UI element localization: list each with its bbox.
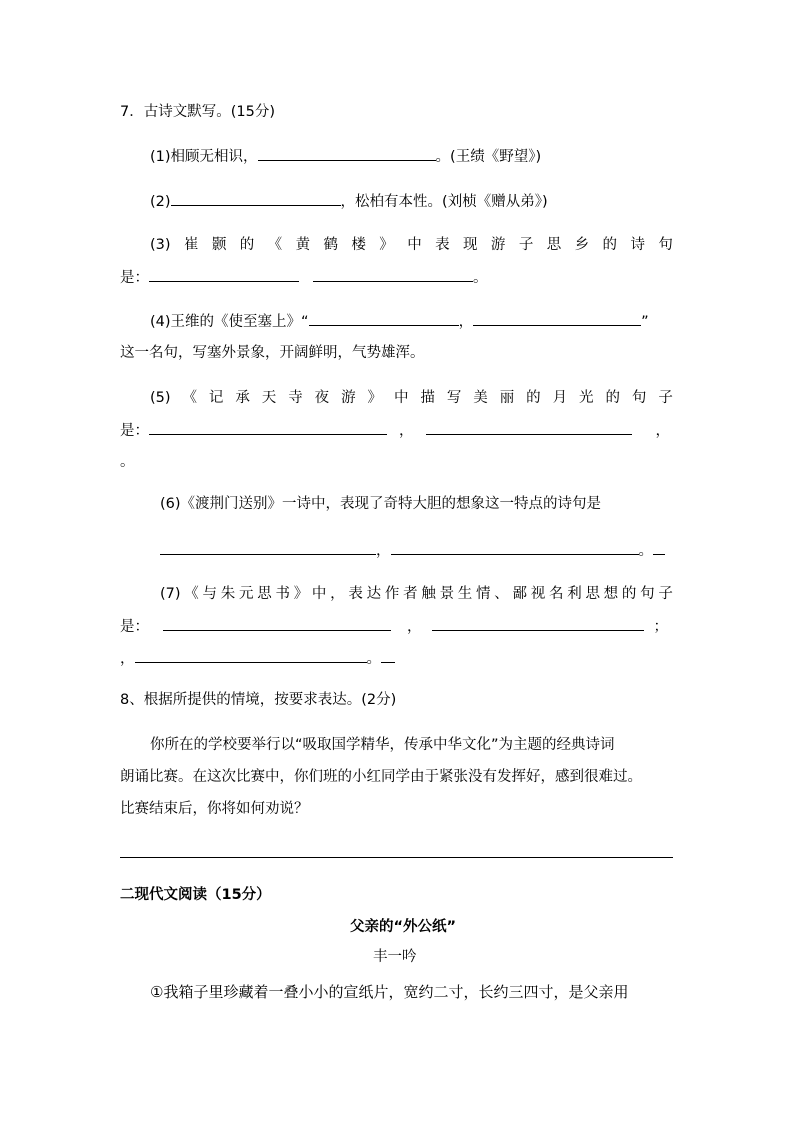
justified-char: 作 xyxy=(384,586,400,602)
justified-char: 鄙 xyxy=(512,586,527,602)
justified-char: 句 xyxy=(640,586,655,602)
article-title: 父亲的“外公纸” xyxy=(350,919,457,935)
q7-item-3-line2 xyxy=(120,267,488,288)
q7-item-7-line1 xyxy=(160,584,673,604)
q7-item-7-text-d: ， xyxy=(120,651,135,667)
justified-char: (5) xyxy=(150,390,171,406)
justified-char: 光 xyxy=(579,390,594,406)
q7-item-7-text-b: ， xyxy=(407,619,422,635)
blank-tail xyxy=(653,540,665,555)
justified-char: 《 xyxy=(184,586,199,602)
justified-char: 思 xyxy=(257,586,272,602)
justified-char: 与 xyxy=(202,586,218,602)
q7-item-1-text-b: 。(王绩《野望》) xyxy=(435,149,542,165)
justified-char: (3) xyxy=(150,237,171,253)
justified-char: 现 xyxy=(463,237,478,253)
q7-item-4-text-c: ” xyxy=(641,314,649,330)
q7-item-2-text-b: ，松柏有本性。(刘桢《赠从弟》) xyxy=(340,194,548,210)
justified-char: 景 xyxy=(439,586,455,602)
answer-blank-5a[interactable] xyxy=(149,420,387,435)
justified-char: 写 xyxy=(446,390,462,406)
q8-paragraph-line3: 比赛结束后，你将如何劝说？ xyxy=(120,801,309,817)
justified-char: 想 xyxy=(603,586,619,602)
justified-char: 乡 xyxy=(574,237,590,253)
justified-char: 记 xyxy=(208,390,224,406)
q7-item-7-text-e: 。 xyxy=(366,651,381,667)
q7-header: 7．古诗文默写。(15分) xyxy=(120,104,275,120)
justified-char: 表 xyxy=(348,586,363,602)
justified-char: 子 xyxy=(658,390,673,406)
justified-char: 句 xyxy=(658,237,673,253)
q7-item-5-text-c: ， xyxy=(655,423,670,439)
justified-char: 诗 xyxy=(630,237,645,253)
justified-char: 思 xyxy=(546,237,562,253)
justified-char: 游 xyxy=(490,237,506,253)
justified-char: 者 xyxy=(403,586,418,602)
justified-char: 的 xyxy=(621,586,637,602)
justified-char: 表 xyxy=(435,237,450,253)
q7-item-6-text-b: ， xyxy=(376,543,391,559)
q7-item-3-text-b: 。 xyxy=(473,270,488,286)
q7-item-3-line1 xyxy=(150,235,673,255)
q7-item-7-text-a: 是： xyxy=(120,619,149,635)
justified-char: 的 xyxy=(602,237,618,253)
q7-item-5-line3: 。 xyxy=(120,454,135,470)
justified-char: 描 xyxy=(420,390,435,406)
answer-blank-7c[interactable] xyxy=(135,648,367,663)
q7-item-2 xyxy=(150,191,548,212)
justified-char: 视 xyxy=(530,586,546,602)
answer-blank-7a[interactable] xyxy=(163,616,391,631)
justified-char: 、 xyxy=(494,586,509,602)
q8-header: 8、根据所提供的情境，按要求表达。(2分) xyxy=(120,692,397,708)
justified-char: 丽 xyxy=(499,390,515,406)
justified-char: 崔 xyxy=(183,237,199,253)
article-paragraph-1: ①我箱子里珍藏着一叠小小的宣纸片，宽约二寸，长约三四寸，是父亲用 xyxy=(150,983,629,1001)
q7-item-7-line3 xyxy=(120,648,395,669)
q7-item-4-text-b: ， xyxy=(458,314,474,330)
justified-char: 夜 xyxy=(314,390,330,406)
justified-char: 楼 xyxy=(351,237,366,253)
justified-char: 名 xyxy=(548,586,564,602)
justified-char: 达 xyxy=(366,586,382,602)
q7-item-2-text-a: (2) xyxy=(150,194,171,210)
q7-item-5-line2 xyxy=(120,420,670,441)
q7-item-3-text-a: 是： xyxy=(120,270,149,286)
justified-char: 月 xyxy=(552,390,568,406)
justified-char: 句 xyxy=(631,390,647,406)
q7-item-6-text-c: 。 xyxy=(638,543,653,559)
answer-blank-6a[interactable] xyxy=(160,540,376,555)
q8-answer-line[interactable] xyxy=(120,857,673,858)
justified-char: 的 xyxy=(526,390,541,406)
article-author: 丰一吟 xyxy=(373,949,417,965)
justified-char: 承 xyxy=(235,390,250,406)
q7-item-6-line1: (6)《渡荆门送别》一诗中，表现了奇特大胆的想象这一特点的诗句是 xyxy=(160,496,602,512)
q7-item-4-text-a: (4)王维的《使至塞上》“ xyxy=(150,314,309,330)
blank-tail-7 xyxy=(381,648,395,663)
justified-char: 寺 xyxy=(288,390,303,406)
answer-blank-2[interactable] xyxy=(171,191,341,206)
justified-char: 情 xyxy=(476,586,491,602)
justified-char: 朱 xyxy=(220,586,236,602)
justified-char: 《 xyxy=(267,237,283,253)
q8-paragraph-line1: 你所在的学校要举行以“吸取国学精华，传承中华文化”为主题的经典诗词 xyxy=(150,737,615,753)
answer-blank-5b[interactable] xyxy=(426,420,632,435)
answer-blank-7b[interactable] xyxy=(432,616,644,631)
q7-item-5-text-a: 是： xyxy=(120,423,149,439)
q7-item-6-line2 xyxy=(160,540,665,561)
answer-blank-3b[interactable] xyxy=(313,267,473,282)
answer-blank-6b[interactable] xyxy=(391,540,639,555)
answer-blank-4b[interactable] xyxy=(473,311,641,326)
justified-char: 的 xyxy=(605,390,620,406)
q7-item-1-text-a: (1)相顾无相识， xyxy=(150,149,258,165)
justified-char: ， xyxy=(330,586,345,602)
justified-char: 书 xyxy=(275,586,290,602)
justified-char: 美 xyxy=(473,390,488,406)
justified-char: 游 xyxy=(341,390,356,406)
justified-char: 黄 xyxy=(295,237,311,253)
justified-char: 触 xyxy=(421,586,436,602)
justified-char: 》 xyxy=(367,390,383,406)
q7-item-5-text-b: ， xyxy=(399,423,414,439)
justified-char: 《 xyxy=(182,390,197,406)
q7-item-7-line2 xyxy=(120,616,673,637)
justified-char: 天 xyxy=(261,390,277,406)
justified-char: 》 xyxy=(293,586,309,602)
q7-item-1 xyxy=(150,146,541,167)
justified-char: 元 xyxy=(238,586,254,602)
q8-paragraph-line2: 朗诵比赛。在这次比赛中，你们班的小红同学由于紧张没有发挥好，感到很难过。 xyxy=(120,769,642,785)
justified-char: 》 xyxy=(379,237,394,253)
answer-blank-1[interactable] xyxy=(258,146,436,161)
justified-char: 鹤 xyxy=(323,237,338,253)
answer-blank-3a[interactable] xyxy=(149,267,299,282)
q7-item-4-line2: 这一名句，写塞外景象，开阔鲜明，气势雄浑。 xyxy=(120,345,425,361)
answer-blank-4a[interactable] xyxy=(309,311,459,326)
justified-char: 思 xyxy=(585,586,600,602)
justified-char: 中 xyxy=(407,237,422,253)
q7-item-7-text-c: ； xyxy=(653,619,668,635)
q7-item-5-line1 xyxy=(150,388,673,408)
justified-char: 子 xyxy=(658,586,673,602)
justified-char: 的 xyxy=(239,237,255,253)
justified-char: 利 xyxy=(567,586,582,602)
justified-char: 中 xyxy=(311,586,327,602)
q7-item-4-line1 xyxy=(150,311,649,332)
justified-char: 子 xyxy=(518,237,534,253)
justified-char: (7) xyxy=(160,586,181,602)
section2-header: 二现代文阅读（15分） xyxy=(120,887,271,903)
justified-char: 颢 xyxy=(211,237,227,253)
justified-char: 中 xyxy=(393,390,409,406)
justified-char: 生 xyxy=(457,586,473,602)
